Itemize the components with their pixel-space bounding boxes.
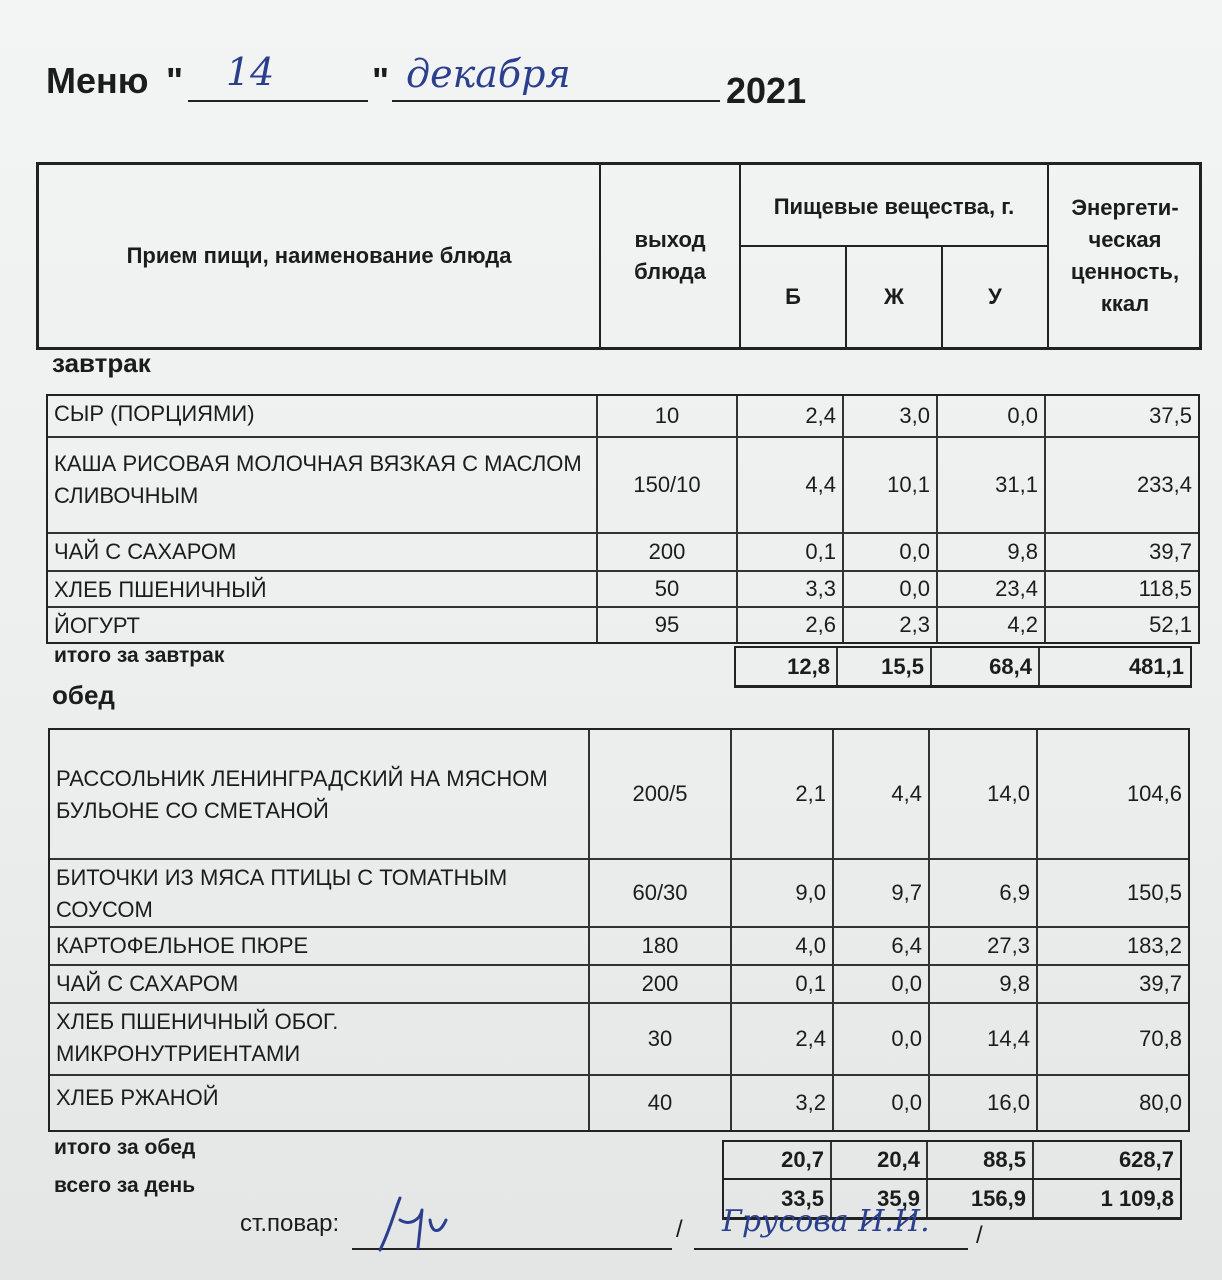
- dish-name: ЙОГУРТ: [48, 608, 598, 642]
- signature-label: ст.повар:: [240, 1210, 340, 1237]
- dish-fat: 0,0: [844, 572, 938, 606]
- dish-kcal: 233,4: [1136, 472, 1192, 497]
- dish-kcal: 80,0: [1139, 1090, 1182, 1115]
- dish-output: 10: [598, 396, 738, 436]
- dish-name: ХЛЕБ РЖАНОЙ: [50, 1076, 590, 1130]
- dish-output: 60/30: [590, 860, 732, 926]
- dish-carbs: 27,3: [930, 928, 1038, 964]
- dish-fat: 0,0: [844, 534, 938, 570]
- dish-output: 50: [598, 572, 738, 606]
- dish-carbs: 4,2: [938, 608, 1046, 642]
- dish-kcal: 37,5: [1149, 403, 1192, 428]
- dish-fat: 0,0: [834, 1004, 930, 1074]
- dish-name: ЧАЙ С САХАРОМ: [50, 966, 590, 1002]
- table-row: [48, 570, 1198, 606]
- handwritten-month: декабря: [406, 52, 571, 96]
- total-protein: 33,5: [724, 1180, 832, 1217]
- dish-kcal: 104,6: [1126, 781, 1182, 806]
- title-label: Меню: [46, 60, 149, 101]
- dish-name: ЧАЙ С САХАРОМ: [48, 534, 598, 570]
- table-row: [50, 926, 1188, 964]
- table-row: [48, 606, 1198, 642]
- name-underline: [694, 1248, 968, 1250]
- dish-carbs: 0,0: [938, 396, 1046, 436]
- dish-protein: 2,1: [732, 730, 834, 858]
- dish-carbs: 16,0: [930, 1076, 1038, 1130]
- dish-output: 180: [590, 928, 732, 964]
- header-energy: Энергети-ческая ценность, ккал: [1070, 195, 1180, 316]
- table-row: [48, 436, 1198, 532]
- table-row: [50, 964, 1188, 1002]
- dish-kcal: 39,7: [1149, 539, 1192, 564]
- header-output: выход блюда: [634, 227, 706, 284]
- dish-protein: 2,4: [732, 1004, 834, 1074]
- header-u: У: [988, 284, 1002, 310]
- dish-fat: 10,1: [844, 438, 938, 532]
- month-underline: [392, 100, 720, 102]
- dish-protein: 2,4: [738, 396, 844, 436]
- dish-output: 40: [590, 1076, 732, 1130]
- title-year: 2021: [726, 70, 807, 111]
- table-row: [48, 532, 1198, 570]
- dish-kcal: 150,5: [1126, 880, 1182, 905]
- lunch-total-label: итого за обед: [54, 1136, 196, 1159]
- table-row: [50, 1002, 1188, 1074]
- total-carbs: 156,9: [928, 1180, 1034, 1217]
- header-zh: Ж: [884, 284, 904, 310]
- dish-protein: 4,4: [738, 438, 844, 532]
- dish-fat: 4,4: [834, 730, 930, 858]
- signature-separator-end: /: [976, 1222, 983, 1249]
- section-breakfast: завтрак: [52, 348, 151, 378]
- table-header: [36, 162, 1202, 350]
- total-protein: 20,7: [724, 1142, 832, 1178]
- handwritten-day: 14: [226, 50, 275, 94]
- dish-name: КАРТОФЕЛЬНОЕ ПЮРЕ: [50, 928, 590, 964]
- dish-name: БИТОЧКИ ИЗ МЯСА ПТИЦЫ С ТОМАТНЫМ СОУСОМ: [50, 860, 590, 926]
- dish-protein: 9,0: [732, 860, 834, 926]
- breakfast-table: [46, 394, 1200, 644]
- dish-carbs: 14,4: [930, 1004, 1038, 1074]
- dish-name: ХЛЕБ ПШЕНИЧНЫЙ: [48, 572, 598, 606]
- day-underline: [188, 100, 368, 102]
- dish-carbs: 9,8: [938, 534, 1046, 570]
- total-protein: 12,8: [736, 648, 838, 685]
- table-row: [50, 730, 1188, 858]
- dish-output: 200/5: [590, 730, 732, 858]
- dish-kcal: 118,5: [1138, 576, 1192, 601]
- dish-carbs: 9,8: [930, 966, 1038, 1002]
- table-row: [48, 396, 1198, 436]
- dish-carbs: 31,1: [938, 438, 1046, 532]
- dish-protein: 2,6: [738, 608, 844, 642]
- dish-kcal: 39,7: [1139, 971, 1182, 996]
- dish-protein: 0,1: [738, 534, 844, 570]
- lunch-total: [722, 1140, 1182, 1180]
- dish-carbs: 6,9: [930, 860, 1038, 926]
- lunch-table: [48, 728, 1190, 1132]
- dish-fat: 6,4: [834, 928, 930, 964]
- dish-name: РАССОЛЬНИК ЛЕНИНГРАДСКИЙ НА МЯСНОМ БУЛЬОНЕ СО СМЕТАНОЙ: [50, 730, 590, 858]
- handwritten-cook-name: Грусова И.И.: [722, 1204, 930, 1239]
- dish-kcal: 183,2: [1126, 933, 1182, 958]
- dish-output: 150/10: [598, 438, 738, 532]
- total-kcal: 1 109,8: [1100, 1185, 1174, 1211]
- header-meal-name: Прием пищи, наименование блюда: [126, 243, 512, 269]
- dish-fat: 2,3: [844, 608, 938, 642]
- dish-fat: 0,0: [834, 966, 930, 1002]
- quote-close: ": [372, 60, 390, 101]
- dish-fat: 0,0: [834, 1076, 930, 1130]
- dish-carbs: 14,0: [930, 730, 1038, 858]
- dish-name: ХЛЕБ ПШЕНИЧНЫЙ ОБОГ. МИКРОНУТРИЕНТАМИ: [50, 1004, 590, 1074]
- total-fat: 20,4: [832, 1142, 928, 1178]
- total-fat: 15,5: [838, 648, 932, 685]
- header-divider: [1047, 165, 1049, 347]
- dish-name: КАША РИСОВАЯ МОЛОЧНАЯ ВЯЗКАЯ С МАСЛОМ СЛИВОЧНЫМ: [48, 438, 598, 532]
- header-b: Б: [785, 284, 801, 310]
- dish-protein: 4,0: [732, 928, 834, 964]
- header-nutrients: Пищевые вещества, г.: [773, 194, 1015, 220]
- total-carbs: 88,5: [928, 1142, 1034, 1178]
- breakfast-total-label: итого за завтрак: [54, 644, 225, 667]
- dish-protein: 3,3: [738, 572, 844, 606]
- signature-separator: /: [676, 1216, 683, 1243]
- total-fat: 35,9: [832, 1180, 928, 1217]
- total-kcal: 628,7: [1118, 1147, 1174, 1172]
- dish-kcal: 70,8: [1139, 1026, 1182, 1051]
- dish-fat: 3,0: [844, 396, 938, 436]
- signature-scribble: [370, 1190, 450, 1260]
- table-row: [50, 1074, 1188, 1130]
- total-kcal: 481,1: [1128, 653, 1184, 679]
- table-row: [50, 858, 1188, 926]
- dish-fat: 9,7: [834, 860, 930, 926]
- dish-carbs: 23,4: [938, 572, 1046, 606]
- section-lunch: обед: [52, 680, 115, 710]
- dish-output: 200: [598, 534, 738, 570]
- dish-kcal: 52,1: [1149, 612, 1192, 637]
- dish-output: 200: [590, 966, 732, 1002]
- total-carbs: 68,4: [932, 648, 1040, 685]
- dish-name: СЫР (ПОРЦИЯМИ): [48, 396, 598, 436]
- dish-protein: 3,2: [732, 1076, 834, 1130]
- dish-output: 95: [598, 608, 738, 642]
- dish-protein: 0,1: [732, 966, 834, 1002]
- day-total-label: всего за день: [54, 1174, 196, 1197]
- quote-open: ": [166, 60, 184, 101]
- dish-output: 30: [590, 1004, 732, 1074]
- breakfast-total: [734, 646, 1192, 688]
